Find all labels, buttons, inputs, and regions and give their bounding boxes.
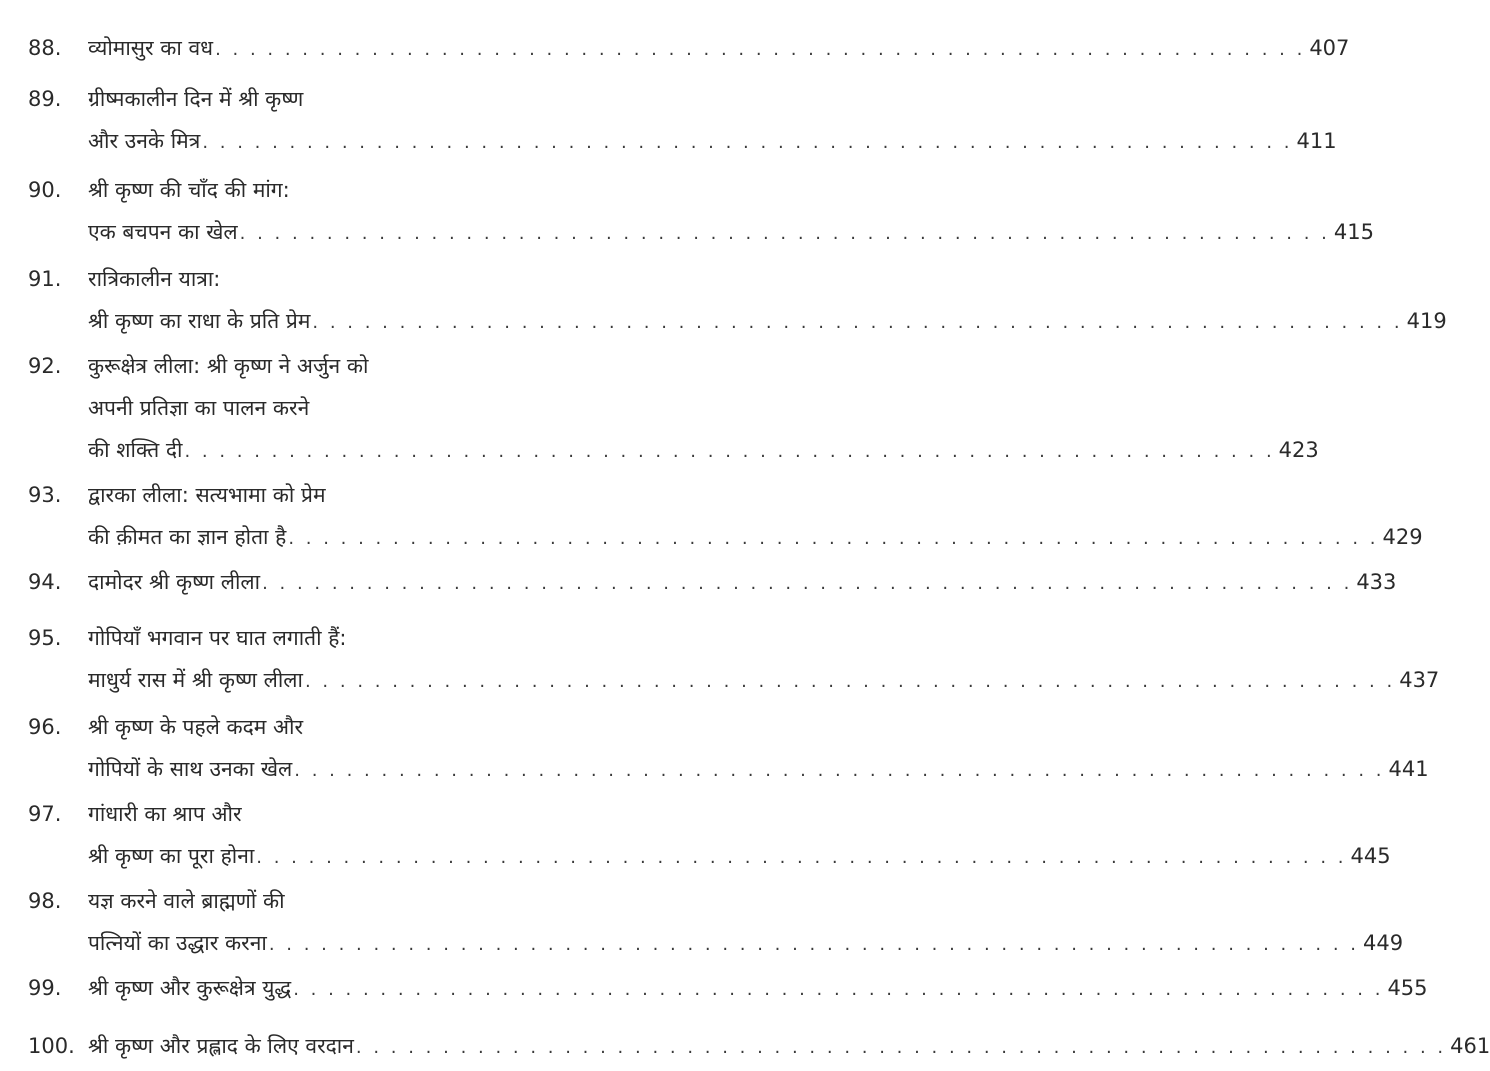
- entry-title-text: गोपियाँ भगवान पर घात लगाती हैं:: [88, 626, 347, 650]
- entry-title-text: और उनके मित्र: [88, 129, 201, 153]
- dot-leader: . . . . . . . . . . . . . . . . . . . . . . . . . . . . . . . . . . . . . . . . . . . . . . . . . . . . . . . . . . . . . . .: [184, 441, 1275, 462]
- entry-number: 89.: [28, 87, 62, 111]
- entry-title-text: श्री कृष्ण का राधा के प्रति प्रेम: [88, 309, 311, 333]
- toc-entry[interactable]: [0, 1025, 1490, 1067]
- entry-final-line: [88, 211, 1374, 253]
- dot-leader: . . . . . . . . . . . . . . . . . . . . . . . . . . . . . . . . . . . . . . . . . . . . . . . . . . . . . . . . . . . . . . .: [288, 528, 1379, 549]
- entry-title-line: [88, 474, 326, 516]
- toc-entry[interactable]: [0, 27, 1350, 69]
- entry-title-line: [88, 387, 309, 429]
- entry-page-number: 461: [1450, 1034, 1490, 1058]
- entry-page-number: 415: [1333, 220, 1374, 244]
- entry-title-text: कुरूक्षेत्र लीला: श्री कृष्ण ने अर्जुन को: [88, 354, 369, 378]
- dot-leader: . . . . . . . . . . . . . . . . . . . . . . . . . . . . . . . . . . . . . . . . . . . . . . . . . . . . . . . . . . . . . . .: [268, 934, 1360, 955]
- entry-title-line: [88, 258, 220, 300]
- entry-title-text: गोपियों के साथ उनका खेल: [88, 757, 293, 781]
- toc-entry[interactable]: [0, 169, 1374, 253]
- entry-page-number: 449: [1363, 931, 1404, 955]
- entry-page-number: 419: [1406, 309, 1447, 333]
- entry-title-text: श्री कृष्ण का पूरा होना: [88, 844, 255, 868]
- entry-number: 97.: [28, 802, 62, 826]
- entry-final-line: [88, 516, 1423, 558]
- dot-leader: . . . . . . . . . . . . . . . . . . . . . . . . . . . . . . . . . . . . . . . . . . . . . . . . . . . . . . . . . . . . . . .: [256, 847, 1347, 868]
- entry-title-line: [88, 793, 242, 835]
- entry-page-number: 423: [1278, 438, 1319, 462]
- entry-title-text: श्री कृष्ण और प्रह्लाद के लिए वरदान: [88, 1034, 354, 1058]
- entry-title-line: [88, 169, 290, 211]
- dot-leader: . . . . . . . . . . . . . . . . . . . . . . . . . . . . . . . . . . . . . . . . . . . . . . . . . . . . . . . . . . . . . . .: [262, 573, 1353, 594]
- entry-number: 92.: [28, 354, 62, 378]
- entry-final-line: [88, 922, 1404, 964]
- entry-title-text: ग्रीष्मकालीन दिन में श्री कृष्ण: [88, 87, 304, 111]
- toc-entry[interactable]: [0, 706, 1429, 790]
- dot-leader: . . . . . . . . . . . . . . . . . . . . . . . . . . . . . . . . . . . . . . . . . . . . . . . . . . . . . . . . . . . . . . .: [293, 979, 1384, 1000]
- entry-title-text: श्री कृष्ण की चाँद की मांग:: [88, 178, 290, 202]
- dot-leader: . . . . . . . . . . . . . . . . . . . . . . . . . . . . . . . . . . . . . . . . . . . . . . . . . . . . . . . . . . . . . . .: [355, 1037, 1447, 1058]
- toc-entry[interactable]: [0, 78, 1337, 162]
- entry-title-text: द्वारका लीला: सत्यभामा को प्रेम: [88, 483, 326, 507]
- entry-page-number: 433: [1356, 570, 1397, 594]
- entry-number: 90.: [28, 178, 62, 202]
- entry-number: 88.: [28, 36, 62, 60]
- toc-entry[interactable]: [0, 345, 1319, 471]
- entry-final-line: [88, 967, 1428, 1009]
- entry-title-line: [88, 617, 346, 659]
- toc-entry[interactable]: [0, 793, 1391, 877]
- entry-final-line: [88, 659, 1440, 701]
- entry-title-text: यज्ञ करने वाले ब्राह्मणों की: [88, 889, 285, 913]
- entry-final-line: [88, 835, 1391, 877]
- entry-final-line: [88, 120, 1337, 162]
- entry-number: 95.: [28, 626, 62, 650]
- entry-title-text: माधुर्य रास में श्री कृष्ण लीला: [88, 668, 303, 692]
- entry-final-line: [88, 300, 1447, 342]
- toc-entry[interactable]: [0, 967, 1428, 1009]
- entry-final-line: [88, 429, 1319, 471]
- entry-number: 93.: [28, 483, 62, 507]
- dot-leader: . . . . . . . . . . . . . . . . . . . . . . . . . . . . . . . . . . . . . . . . . . . . . . . . . . . . . . . . . . . . . . .: [294, 760, 1385, 781]
- entry-page-number: 445: [1350, 844, 1391, 868]
- entry-title-text: अपनी प्रतिज्ञा का पालन करने: [88, 396, 310, 420]
- toc-entry[interactable]: [0, 258, 1447, 342]
- entry-final-line: [88, 27, 1350, 69]
- entry-title-text: पत्नियों का उद्धार करना: [88, 931, 267, 955]
- entry-number: 94.: [28, 570, 62, 594]
- entry-page-number: 407: [1309, 36, 1350, 60]
- toc-entry[interactable]: [0, 561, 1397, 603]
- entry-final-line: [88, 1025, 1490, 1067]
- dot-leader: . . . . . . . . . . . . . . . . . . . . . . . . . . . . . . . . . . . . . . . . . . . . . . . . . . . . . . . . . . . . . . .: [202, 132, 1293, 153]
- entry-final-line: [88, 561, 1397, 603]
- entry-title-line: [88, 345, 368, 387]
- entry-title-text: श्री कृष्ण के पहले कदम और: [88, 715, 304, 739]
- dot-leader: . . . . . . . . . . . . . . . . . . . . . . . . . . . . . . . . . . . . . . . . . . . . . . . . . . . . . . . . . . . . . . .: [239, 223, 1330, 244]
- entry-title-text: एक बचपन का खेल: [88, 220, 238, 244]
- dot-leader: . . . . . . . . . . . . . . . . . . . . . . . . . . . . . . . . . . . . . . . . . . . . . . . . . . . . . . . . . . . . . . .: [215, 39, 1306, 60]
- entry-page-number: 455: [1387, 976, 1428, 1000]
- entry-title-line: [88, 78, 303, 120]
- entry-page-number: 441: [1388, 757, 1429, 781]
- entry-page-number: 411: [1296, 129, 1337, 153]
- entry-number: 96.: [28, 715, 62, 739]
- entry-title-text: की शक्ति दी: [88, 438, 183, 462]
- entry-page-number: 437: [1399, 668, 1440, 692]
- entry-title-line: [88, 706, 303, 748]
- entry-title-text: रात्रिकालीन यात्रा:: [88, 267, 221, 291]
- entry-number: 91.: [28, 267, 62, 291]
- entry-number: 98.: [28, 889, 62, 913]
- entry-title-text: श्री कृष्ण और कुरूक्षेत्र युद्ध: [88, 976, 292, 1000]
- toc-entry[interactable]: [0, 617, 1440, 701]
- entry-title-text: की क़ीमत का ज्ञान होता है: [88, 525, 287, 549]
- entry-title-text: दामोदर श्री कृष्ण लीला: [88, 570, 261, 594]
- entry-number: 99.: [28, 976, 62, 1000]
- entry-final-line: [88, 748, 1429, 790]
- entry-number: 100.: [28, 1034, 75, 1058]
- dot-leader: . . . . . . . . . . . . . . . . . . . . . . . . . . . . . . . . . . . . . . . . . . . . . . . . . . . . . . . . . . . . . . .: [304, 671, 1396, 692]
- toc-entry[interactable]: [0, 474, 1423, 558]
- toc-entry[interactable]: [0, 880, 1404, 964]
- entry-title-text: गांधारी का श्राप और: [88, 802, 242, 826]
- entry-title-line: [88, 880, 285, 922]
- entry-title-text: व्योमासुर का वध: [88, 36, 214, 60]
- entry-page-number: 429: [1382, 525, 1423, 549]
- dot-leader: . . . . . . . . . . . . . . . . . . . . . . . . . . . . . . . . . . . . . . . . . . . . . . . . . . . . . . . . . . . . . . .: [312, 312, 1403, 333]
